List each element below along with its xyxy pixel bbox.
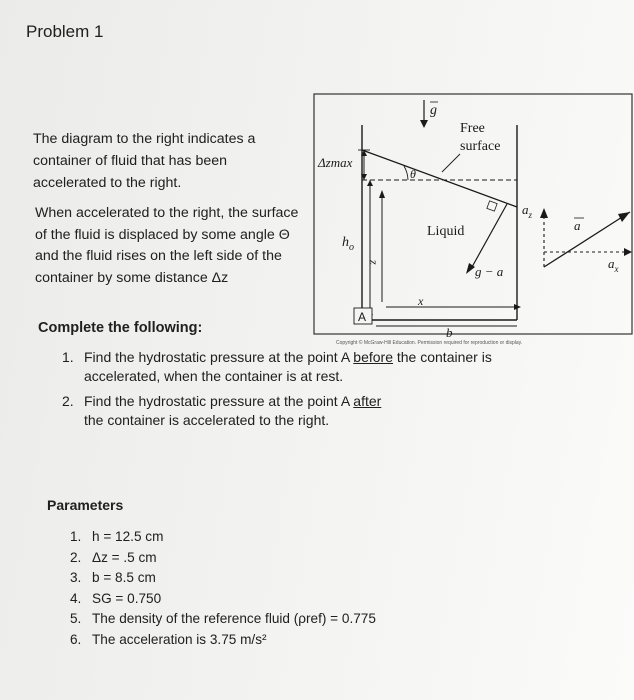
task-emphasis: after (353, 393, 382, 409)
parameter-text: Δz = .5 cm (92, 549, 157, 565)
x-axis-label: x (418, 294, 424, 308)
g-minus-a-label: g − a (475, 264, 504, 279)
free-surface-label-2: surface (460, 139, 501, 154)
parameter-item (70, 630, 376, 651)
page-title: Problem 1 (26, 22, 104, 41)
parameter-number: 4. (70, 590, 82, 606)
parameter-item (70, 609, 376, 630)
liquid-label: Liquid (427, 224, 465, 239)
copyright-note: Copyright © McGraw-Hill Education. Permission required for reproduction or display. (336, 340, 523, 346)
az-arrowhead (540, 208, 548, 218)
parameter-text: The density of the reference fluid (ρref) = 0.775 (92, 611, 376, 626)
parameter-number: 5. (70, 611, 82, 626)
parameter-text: h = 12.5 cm (92, 529, 164, 544)
z-axis-arrowhead (379, 190, 385, 198)
task-text: Find the hydrostatic pressure at the point A (84, 349, 354, 365)
task-text-end: the container is accelerated, when the container is at rest. (84, 349, 492, 384)
parameter-number: 2. (70, 549, 82, 565)
task-emphasis: before (353, 349, 393, 365)
ax-arrowhead (624, 248, 632, 256)
task-text: Find the hydrostatic pressure at the point A (84, 393, 354, 409)
ax-label: $a_x$ (608, 256, 619, 274)
task-number: 1. (62, 349, 74, 365)
gravity-label: g (430, 103, 437, 118)
free-surface-leader (442, 154, 460, 172)
free-surface-line (362, 150, 517, 207)
h0-arrow-up (367, 180, 373, 186)
h0-label: $h_o$ (342, 235, 354, 253)
acceleration-vector (544, 212, 630, 267)
parameter-list (70, 527, 376, 650)
intro-paragraph: The diagram to the right indicates a container of fluid that has been accelerated to the right. (33, 131, 256, 191)
parameter-item (70, 527, 376, 548)
task-item (62, 348, 554, 386)
gravity-arrowhead (420, 120, 428, 128)
right-angle-mark (487, 201, 497, 211)
task-text-end: the container is accelerated to the right. (84, 412, 330, 428)
parameters-heading: Parameters (47, 497, 124, 513)
task-number: 2. (62, 393, 74, 409)
parameter-text: b = 8.5 cm (92, 570, 156, 585)
az-label: $a_z$ (522, 202, 533, 220)
parameter-item (70, 589, 376, 610)
task-item (62, 392, 384, 430)
parameter-text: SG = 0.750 (92, 590, 162, 606)
parameter-text: The acceleration is 3.75 m/s² (92, 631, 267, 647)
accelerated-container-diagram (312, 92, 634, 352)
theta-label: θ (410, 167, 416, 181)
dzmax-label: Δzmax (318, 155, 353, 170)
complete-heading: Complete the following: (38, 320, 203, 336)
description-paragraph: When accelerated to the right, the surface of the fluid is displaced by some angle Θ and the fluid rises on the left side of the container by some distance Δz (35, 205, 299, 286)
point-a-label: A (358, 310, 367, 324)
acceleration-label: a (574, 218, 581, 233)
acceleration-arrowhead (618, 212, 630, 222)
theta-arc (404, 166, 408, 180)
task-list (62, 348, 582, 433)
z-axis-label: z (367, 260, 381, 265)
free-surface-label: Free (460, 121, 485, 136)
parameter-item (70, 548, 376, 569)
g-minus-a-arrow (472, 204, 507, 267)
b-label: b (446, 325, 453, 340)
parameter-item (70, 568, 376, 589)
parameter-number: 1. (70, 529, 82, 544)
parameter-number: 6. (70, 631, 82, 647)
parameter-number: 3. (70, 570, 82, 585)
